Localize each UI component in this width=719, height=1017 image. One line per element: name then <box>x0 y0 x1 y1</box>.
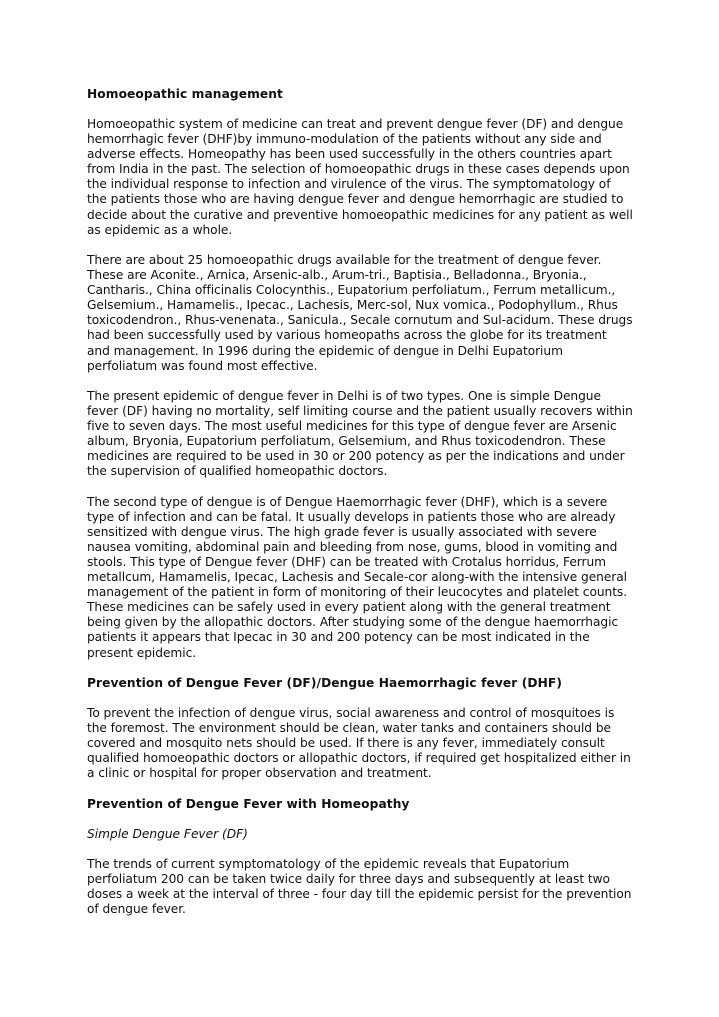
heading-prevention: Prevention of Dengue Fever (DF)/Dengue Haemorrhagic fever (DHF) <box>87 675 563 690</box>
paragraph-introduction: Homoeopathic system of medicine can treat and prevent dengue fever (DF) and dengue hemorrhagic fever (DHF)by immuno-modulation of the patients without any side and adverse effects. Homeopathy has been used successfully in the others countries apart from India in the past. The selection of homoeopathic drugs in these cases depends upon the individual response to infection and virulence of the virus. The symptomatology of the patients those who are having dengue fever and dengue hemorrhagic are studied to decide about the curative and preventive homoeopathic medicines for any patient as well as epidemic as a whole. <box>87 117 633 237</box>
paragraph-prevention: To prevent the infection of dengue virus, social awareness and control of mosquitoes is the foremost. The environment should be clean, water tanks and containers should be covered and mosquito nets should be used. If there is any fever, immediately consult qualified homoeopathic doctors or allopathic doctors, if required get hospitalized either in a clinic or hospital for proper observation and treatment. <box>87 705 631 781</box>
paragraph-prevention-dosage: The trends of current symptomatology of the epidemic reveals that Eupatorium perfoliatum 200 can be taken twice daily for three days and subsequently at least two doses a week at the interval of three - four day till the epidemic persist for the prevention of dengue fever. <box>87 856 632 916</box>
paragraph-haemorrhagic-dengue: The second type of dengue is of Dengue Haemorrhagic fever (DHF), which is a severe type of infection and can be fatal. It usually develops in patients those who are already sensitized with dengue virus. The high grade fever is usually associated with severe nausea vomiting, abdominal pain and bleeding from nose, gums, blood in vomiting and stools. This type of Dengue fever (DHF) can be treated with Crotalus horridus, Ferrum metallcum, Hamamelis, Ipecac, Lachesis and Secale-cor along-with the intensive general management of the patient in form of monitoring of their leucocytes and platelet counts. These medicines can be safely used in every patient along with the general treatment being given by the allopathic doctors. After studying some of the dengue haemorrhagic patients it appears that Ipecac in 30 and 200 potency can be most indicated in the present epidemic. <box>87 494 628 660</box>
paragraph-simple-dengue: The present epidemic of dengue fever in Delhi is of two types. One is simple Dengue fever (DF) having no mortality, self limiting course and the patient usually recovers within five to seven days. The most useful medicines for this type of dengue fever are Arsenic album, Bryonia, Eupatorium perfoliatum, Gelsemium, and Rhus toxicodendron. These medicines are required to be used in 30 or 200 potency as per the indications and under the supervision of qualified homeopathic doctors. <box>87 388 633 479</box>
heading-homoeopathic-management: Homoeopathic management <box>87 87 283 101</box>
subheading-simple-dengue-fever: Simple Dengue Fever (DF) <box>87 826 248 841</box>
paragraph-drug-list: There are about 25 homoeopathic drugs available for the treatment of dengue fever. These are Aconite., Arnica, Arsenic-alb., Arum-tri., Baptisia., Belladonna., Bryonia., Cantharis., China officinalis Colocynthis., Eupatorium perfoliatum., Ferrum metallicum., Gelsemium., Hamamelis., Ipecac., Lachesis, Merc-sol, Nux vomica., Podophyllum., Rhus toxicodendron., Rhus-venenata., Sanicula., Secale cornutum and Sul-acidum. These drugs had been successfully used by various homeopaths across the globe for its treatment and management. In 1996 during the epidemic of dengue in Delhi Eupatorium perfoliatum was found most effective. <box>87 252 633 373</box>
heading-prevention-homeopathy: Prevention of Dengue Fever with Homeopathy <box>87 796 410 811</box>
